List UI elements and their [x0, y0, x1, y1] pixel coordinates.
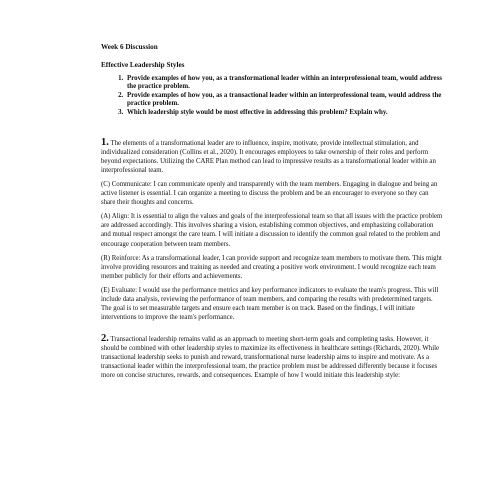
answer-1-communicate: (C) Communicate: I can communicate openly and transparently with the team members. Engaging in dialogue and being an active listener is essential. I can organize a meeting to discuss the problem and be an encourager to everyone so they can share their thoughts and concerns.	[101, 181, 438, 207]
answer-1-evaluate: (E) Evaluate: I would use the performance metrics and key performance indicators to evaluate the team's progress. This will include data analysis, reviewing the performance of team members, and comparing the results with predetermined targets. The goal is to set measurable targets and ensure each team member is on track. Based on the findings, I will initiate interventions to improve the team's performance.	[101, 286, 439, 321]
question-item: 3. Which leadership style would be most effective in addressing this problem? Explain why.	[125, 109, 444, 117]
document-title: Week 6 Discussion	[101, 43, 158, 51]
answer-1-intro-text: The elements of a transformational leader are to influence, inspire, motivate, provide intellectual stimulation, and individualized consideration (Collins et al., 2020). It encourages employees to take ownership of their roles and perform beyond expectations. Utilizing the CARE Plan method can lead to impressive results as a transformational leader within an interprofessional team.	[101, 140, 436, 175]
question-item: 1. Provide examples of how you, as a transformational leader within an interprofessional team, would address the practice problem.	[125, 75, 444, 92]
answer-1-intro	[101, 138, 444, 175]
answer-1-align: (A) Align: It is essential to align the values and goals of the interprofessional team so that all issues with the practice problem are addressed accordingly. This involves sharing a vision, establishing common objectives, and emphasizing collaboration and mutual respect amongst the care team. I will initiate a discussion to identify the common goal related to the problem and encourage cooperation between team members.	[101, 213, 443, 248]
answer-1-reinforce: (R) Reinforce: As a transformational leader, I can provide support and recognize team members to motivate them. This might involve providing resources and training as needed and creating a positive work environment. I would recognize each team member publicly for their efforts and achievements.	[101, 254, 442, 280]
answer-2-text: Transactional leadership remains valid as an approach to meeting short-term goals and completing tasks. However, it should be combined with other leadership styles to maximize its effectiveness in healthcare settings (Richards, 2020). While transactional leadership seeks to punish and reward, transformational nurse leadership aims to inspire and motivate. As a transactional leader within the interprofessional team, the practice problem must be addressed differently because it focuses more on concise structures, rewards, and consequences. Example of how I would initiate this leadership style:	[101, 335, 439, 380]
answer-1-number: 1.	[101, 137, 109, 149]
question-item: 2. Provide examples of how you, as a transactional leader within an interprofessional team, would address the practice problem.	[125, 92, 444, 109]
document-subtitle: Effective Leadership Styles	[101, 61, 185, 69]
answer-2-number: 2.	[101, 332, 109, 344]
question-list	[101, 75, 444, 117]
answer-2-paragraph	[101, 334, 444, 380]
